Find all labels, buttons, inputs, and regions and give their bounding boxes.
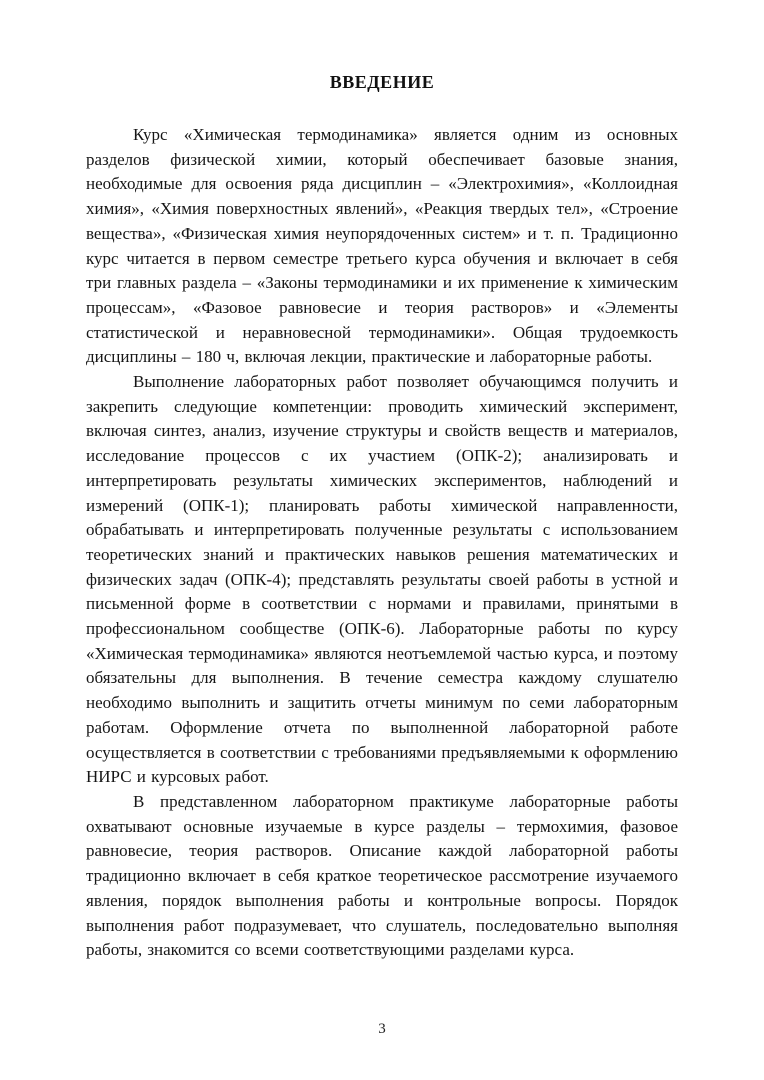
paragraph: Курс «Химическая термодинамика» является одним из основных разделов физической химии, который обеспечивает базовые знания, необходимые для освоения ряда дисциплин – «Электрохимия», «Коллоидная химия», «Химия поверхностных явлений», «Реакция твердых тел», «Строение вещества», «Физическая химия неупорядоченных систем» и т. п. Традиционно курс читается в первом семестре третьего курса обучения и включает в себя три главных раздела – «Законы термодинамики и их применение к химическим процессам», «Фазовое равновесие и теория растворов» и «Элементы статистической и неравновесной термодинамики». Общая трудоемкость дисциплины – 180 ч, включая лекции, практические и лабораторные работы. <box>86 125 678 367</box>
paragraph: Выполнение лабораторных работ позволяет обучающимся получить и закрепить следующие компетенции: проводить химический эксперимент, включая синтез, анализ, изучение структуры и свойств веществ и материалов, исследование процессов с их участием (ОПК-2); анализировать и интерпретировать результаты химических экспериментов, наблюдений и измерений (ОПК-1); планировать работы химической направленности, обрабатывать и интерпретировать полученные результаты с использованием теоретических знаний и практических навыков решения математических и физических задач (ОПК-4); представлять результаты своей работы в устной и письменной форме в соответствии с нормами и правилами, принятыми в профессиональном сообществе (ОПК-6). Лабораторные работы по курсу «Химическая термодинамика» являются неотъемлемой частью курса, и поэтому обязательны для выполнения. В течение семестра каждому слушателю необходимо выполнить и защитить отчеты минимум по семи лабораторным работам. Оформление отчета по выполненной лабораторной работе осуществляется в соответствии с требованиями предъявляемыми к оформлению НИРС и курсовых работ. <box>86 372 678 787</box>
body-text <box>86 123 678 963</box>
page-number: 3 <box>378 1021 386 1037</box>
page-title: ВВЕДЕНИЕ <box>329 72 435 92</box>
paragraph: В представленном лабораторном практикуме лабораторные работы охватывают основные изучаемые в курсе разделы – термохимия, фазовое равновесие, теория растворов. Описание каждой лабораторной работы традиционно включает в себя краткое теоретическое рассмотрение изучаемого явления, порядок выполнения работы и контрольные вопросы. Порядок выполнения работ подразумевает, что слушатель, последовательно выполняя работы, знакомится со всеми соответствующими разделами курса. <box>86 791 678 960</box>
